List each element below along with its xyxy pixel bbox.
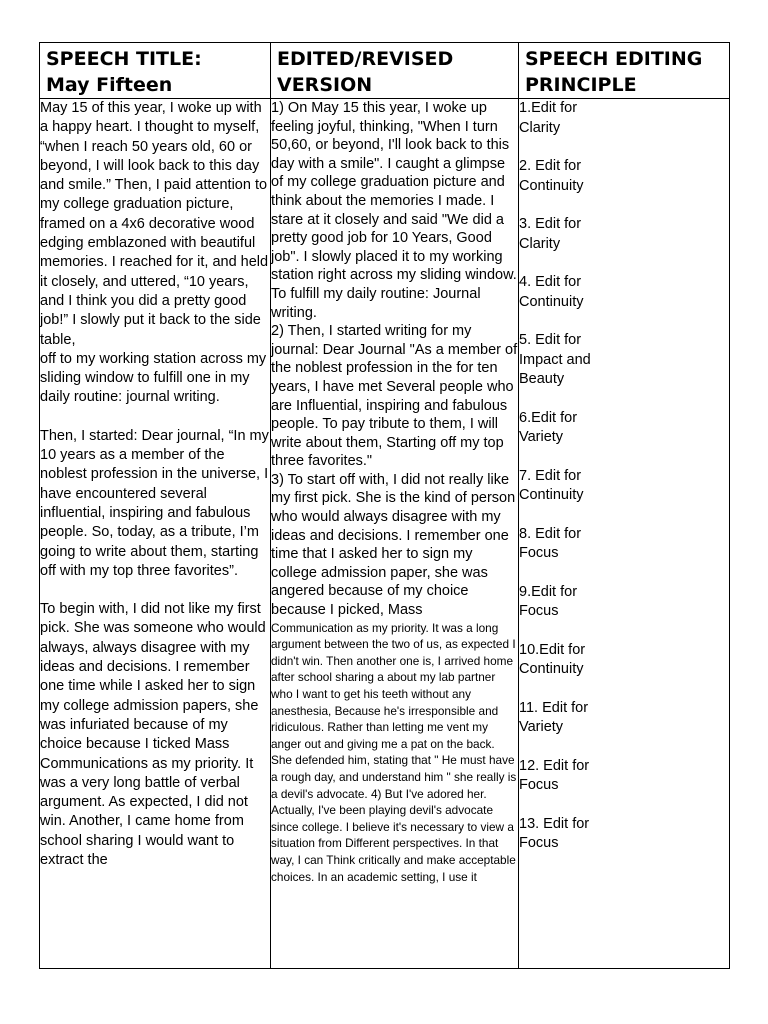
principle-item: 2. Edit for Continuity — [519, 158, 584, 194]
principle-item: 6.Edit for Variety — [519, 409, 578, 445]
principle-item: 1.Edit for Clarity — [519, 100, 578, 136]
speech-editing-table — [39, 42, 730, 969]
principle-item: 7. Edit for Continuity — [519, 467, 584, 503]
original-paragraph: Then, I started: Dear journal, “In my 10 years as a member of the noblest profession in the universe, I have encountered several influential, inspiring and fabulous people. So, today, as a tribute, I’m going to write about them, starting off with my top three favorites”. — [40, 427, 269, 579]
header-speech-title: SPEECH TITLE: May Fifteen — [46, 48, 202, 96]
header-speech-title-cell — [40, 43, 271, 99]
content-row — [40, 99, 730, 969]
revised-version-cell — [271, 99, 519, 969]
principle-item: 9.Edit for Focus — [519, 583, 578, 619]
revised-text-large: 1) On May 15 this year, I woke up feeling joyful, thinking, "When I turn 50,60, or beyond, I'll look back to this day with a smile". I caught a glimpse of my college graduation picture and think about the memories I made. I stare at it closely and said "We did a pretty good job for 10 Years, Good job". I slowly placed it to my working station right across my sliding window. To fulfill my daily routine: Journal writing. 2) Then, I started writing for my journal: Dear Journal "As a member of the noblest profession in the for ten years, I have met Several people who are Influential, inspiring and fabulous people. To pay tribute to them, I will write about them, Starting off my top three favorites." 3) To start off with, I did not really like my first pick. She is the kind of person who would always disagree with my ideas and decisions. I remember one time that I asked her to sign my college admission paper, she was angered because of my choice because I picked, Mass — [271, 100, 518, 619]
principle-item: 3. Edit for Clarity — [519, 216, 582, 252]
header-principle-cell — [519, 43, 730, 99]
editing-principle-cell — [519, 99, 730, 969]
principle-item: 12. Edit for Focus — [519, 757, 590, 793]
header-revised-version: EDITED/REVISED VERSION — [277, 48, 454, 96]
principle-item: 13. Edit for Focus — [519, 815, 590, 851]
principle-item: 11. Edit for Variety — [519, 699, 589, 735]
principle-item: 8. Edit for Focus — [519, 525, 582, 561]
original-paragraph: May 15 of this year, I woke up with a happy heart. I thought to myself, “when I reach 50 years old, 60 or beyond, I will look back to this day and smile.” Then, I paid attention to my college graduation picture, framed on a 4x6 decorative wood edging emblazoned with beautiful memories. I reached for it, and held it closely, and uttered, “10 years, and I think you did a pretty good job!” I slowly put it back to the side table, off to my working station across my sliding window to fulfill one in my daily routine: journal writing. — [40, 100, 269, 406]
header-row — [40, 43, 730, 99]
principle-item: 5. Edit for Impact and Beauty — [519, 332, 591, 387]
revised-text-small: Communication as my priority. It was a long argument between the two of us, as expected I didn't win. Then another one is, I arrived home after school sharing a about my lab partner who I want to get his teeth without any anesthesia, Because he's irresponsible and ridiculous. Rather than letting me vent my anger out and giving me a pat on the back. She defended him, stating that " He must have a rough day, and understand him " she really is a devil's advocate. 4) But I've adored her. Actually, I've been playing devil's advocate since college. I believe it's necessary to view a situation from Different perspectives. In that way, I can Think critically and make acceptable choices. In an academic setting, I use it — [271, 620, 517, 884]
principle-item: 4. Edit for Continuity — [519, 274, 584, 310]
original-speech-cell — [40, 99, 271, 969]
header-revised-cell — [271, 43, 519, 99]
original-paragraph: To begin with, I did not like my first pick. She was someone who would always, always disagree with my ideas and decisions. I remember one time while I asked her to sign my college admission papers, she was infuriated because of my choice because I ticked Mass Communications as my priority. It was a very long battle of verbal argument. As expected, I did not win. Another, I came home from school sharing I would want to extract the — [40, 601, 266, 868]
principle-item: 10.Edit for Continuity — [519, 641, 586, 677]
header-editing-principle: SPEECH EDITING PRINCIPLE — [525, 48, 703, 96]
